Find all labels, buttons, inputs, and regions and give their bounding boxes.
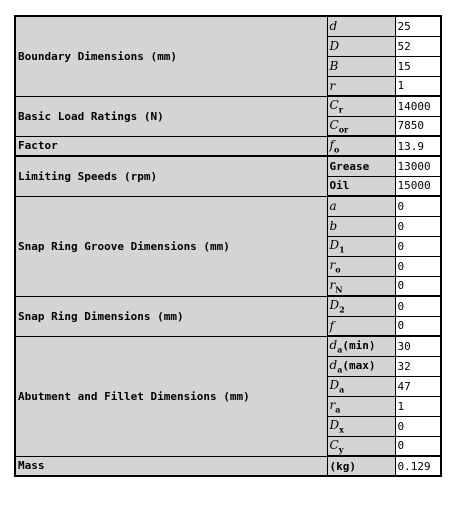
value-Cr: 14000 <box>395 96 441 116</box>
value-ra: 1 <box>395 396 441 416</box>
value-oil: 15000 <box>395 176 441 196</box>
group-limiting-speeds: Limiting Speeds (rpm) <box>15 156 327 196</box>
symbol-a: a <box>327 196 395 216</box>
value-mass: 0.129 <box>395 456 441 476</box>
value-da-min: 30 <box>395 336 441 356</box>
symbol-Cy: $C_y$ <box>327 436 395 456</box>
value-da-max: 32 <box>395 356 441 376</box>
symbol-D2: $D_2$ <box>327 296 395 316</box>
symbol-oil: Oil <box>327 176 395 196</box>
bearing-spec-table <box>14 15 442 477</box>
symbol-Cor: $C_{or}$ <box>327 116 395 136</box>
symbol-Dx: $D_x$ <box>327 416 395 436</box>
symbol-D1: $D_1$ <box>327 236 395 256</box>
value-Da: 47 <box>395 376 441 396</box>
value-r: 1 <box>395 76 441 96</box>
value-f: 0 <box>395 316 441 336</box>
symbol-fo: $f_o$ <box>327 136 395 156</box>
value-grease: 13000 <box>395 156 441 176</box>
symbol-D: D <box>327 36 395 56</box>
symbol-B: B <box>327 56 395 76</box>
group-boundary-dimensions: Boundary Dimensions (mm) <box>15 16 327 96</box>
symbol-da-min: $d_a(\min)$ <box>327 336 395 356</box>
group-snap-ring-groove: Snap Ring Groove Dimensions (mm) <box>15 196 327 296</box>
value-Cor: 7850 <box>395 116 441 136</box>
group-abutment-fillet: Abutment and Fillet Dimensions (mm) <box>15 336 327 456</box>
symbol-da-max: $d_a(\max)$ <box>327 356 395 376</box>
value-d: 25 <box>395 16 441 36</box>
value-b: 0 <box>395 216 441 236</box>
value-D1: 0 <box>395 236 441 256</box>
symbol-b: b <box>327 216 395 236</box>
group-mass: Mass <box>15 456 327 476</box>
symbol-r: r <box>327 76 395 96</box>
value-rN: 0 <box>395 276 441 296</box>
symbol-d: d <box>327 16 395 36</box>
symbol-ra: $r_a$ <box>327 396 395 416</box>
value-fo: 13.9 <box>395 136 441 156</box>
value-D: 52 <box>395 36 441 56</box>
symbol-grease: Grease <box>327 156 395 176</box>
symbol-mass-unit: (kg) <box>327 456 395 476</box>
group-basic-load-ratings: Basic Load Ratings (N) <box>15 96 327 136</box>
symbol-Da: $D_a$ <box>327 376 395 396</box>
value-ro: 0 <box>395 256 441 276</box>
value-Cy: 0 <box>395 436 441 456</box>
value-B: 15 <box>395 56 441 76</box>
group-snap-ring-dimensions: Snap Ring Dimensions (mm) <box>15 296 327 336</box>
value-a: 0 <box>395 196 441 216</box>
symbol-rN: $r_N$ <box>327 276 395 296</box>
group-factor: Factor <box>15 136 327 156</box>
symbol-ro: $r_o$ <box>327 256 395 276</box>
symbol-f: f <box>327 316 395 336</box>
value-Dx: 0 <box>395 416 441 436</box>
value-D2: 0 <box>395 296 441 316</box>
symbol-Cr: $C_r$ <box>327 96 395 116</box>
